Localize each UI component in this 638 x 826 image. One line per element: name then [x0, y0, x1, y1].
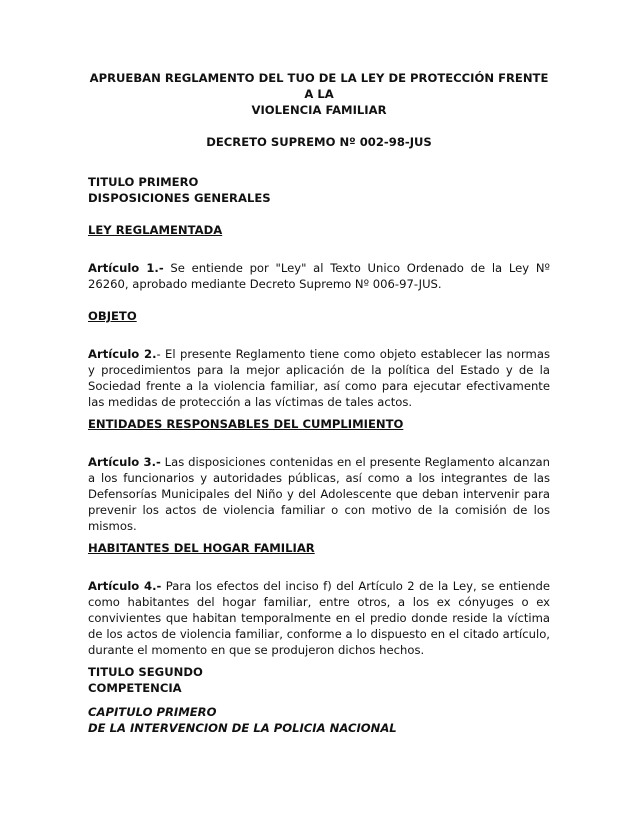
document-page — [88, 70, 550, 736]
decree-number: DECRETO SUPREMO Nº 002-98-JUS — [206, 135, 432, 149]
article-2-label: Artículo 2. — [88, 347, 157, 361]
article-2-text: - El presente Reglamento tiene como objeto establecer las normas y procedimientos para la mejor aplicación de la política del Estado y de la Sociedad frente a la violencia familiar, así como para ejecutar efectivamente las medidas de protección a las víctimas de tales actos. — [88, 347, 550, 409]
document-title-line-2: VIOLENCIA FAMILIAR — [251, 103, 387, 117]
article-3-label: Artículo 3.- — [88, 455, 161, 469]
competencia: COMPETENCIA — [88, 681, 182, 695]
section-heading-objeto: OBJETO — [88, 309, 137, 323]
article-2 — [88, 346, 550, 410]
document-title — [88, 70, 550, 118]
section-heading-habitantes: HABITANTES DEL HOGAR FAMILIAR — [88, 541, 315, 555]
article-1-label: Artículo 1.- — [88, 261, 164, 275]
article-4 — [88, 578, 550, 658]
article-4-text: Para los efectos del inciso f) del Artículo 2 de la Ley, se entiende como habitantes del hogar familiar, entre otros, a los ex cónyuges o ex convivientes que habitan temporalmente en el predio donde reside la víctima de los actos de violencia familiar, conforme a lo dispuesto en el citado artículo, durante el momento en que se produjeron dichos hechos. — [88, 579, 550, 657]
article-1-text: Se entiende por "Ley" al Texto Unico Ordenado de la Ley Nº 26260, aprobado mediante Decreto Supremo Nº 006-97-JUS. — [88, 261, 551, 291]
section-heading-entidades: ENTIDADES RESPONSABLES DEL CUMPLIMIENTO — [88, 417, 404, 431]
capitulo-subtitle: DE LA INTERVENCION DE LA POLICIA NACIONAL — [88, 721, 397, 735]
article-3-text: Las disposiciones contenidas en el presente Reglamento alcanzan a los funcionarios y autoridades públicas, así como a los integrantes de las Defensorías Municipales del Niño y del Adolescente que deban intervenir para prevenir los actos de violencia familiar o con motivo de la comisión de los mismos. — [88, 455, 550, 533]
article-4-label: Artículo 4.- — [88, 579, 162, 593]
section-heading-ley-reglamentada: LEY REGLAMENTADA — [88, 223, 223, 237]
disposiciones-generales: DISPOSICIONES GENERALES — [88, 191, 271, 205]
article-3 — [88, 454, 550, 534]
title-primero: TITULO PRIMERO — [88, 175, 199, 189]
document-title-line-1: APRUEBAN REGLAMENTO DEL TUO DE LA LEY DE PROTECCIÓN FRENTE A LA — [89, 71, 549, 101]
title-segundo: TITULO SEGUNDO — [88, 665, 203, 679]
capitulo-primero: CAPITULO PRIMERO — [88, 705, 217, 719]
article-1 — [88, 260, 550, 292]
